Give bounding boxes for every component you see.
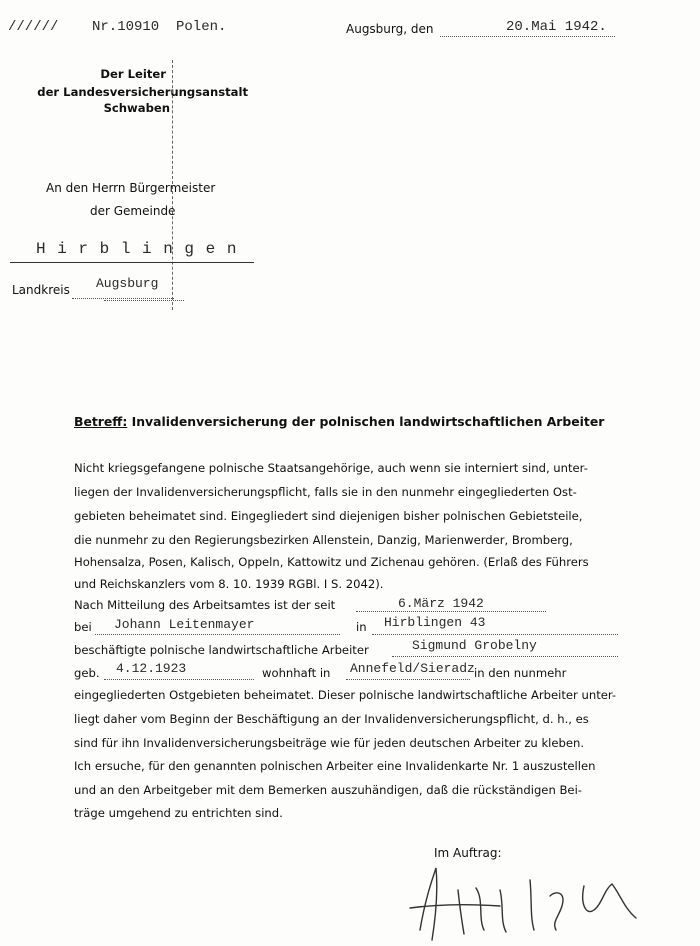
employer-place: Hirblingen 43 [384,615,486,630]
form-line-4-mid: wohnhaft in [262,666,331,680]
closing-label: Im Auftrag: [434,846,502,860]
recipient-line-2: der Gemeinde [90,204,176,218]
para2-line-5: und an den Arbeitgeber mit dem Bemerken auszuhändigen, daß die rückständigen Bei- [74,783,582,797]
subject-label: Betreff: [74,414,128,429]
para2-line-1: eingegliederten Ostgebieten beheimatet. Dieser polnische landwirtschaftliche Arbeiter unter- [74,688,617,702]
para2-line-6: träge umgehend zu entrichten sind. [74,806,283,820]
since-date-line [356,611,546,612]
sender-line-2: der Landesversicherungsanstalt [37,85,248,99]
employer-name: Johann Leitenmayer [114,617,255,632]
district-line [72,298,174,299]
municipality-name: H i r b l i n g e n [36,240,238,258]
handwritten-signature [380,860,670,946]
para1-line-4: die nunmehr zu den Regierungsbezirken Allenstein, Danzig, Marienwerder, Bromberg, [74,533,573,547]
sender-line-3: Schwaben [103,101,170,115]
district-label: Landkreis [12,283,70,297]
form-line-1-text: Nach Mitteilung des Arbeitsamtes ist der seit [74,598,336,612]
reference-number: Nr.10910 [92,19,160,35]
para1-line-6: und Reichskanzlers vom 8. 10. 1939 RGBl. I S. 2042). [74,577,384,591]
since-date: 6.März 1942 [398,596,484,611]
letter-date: 20.Mai 1942. [506,19,607,35]
employer-place-line [372,634,618,635]
worker-name-line [392,656,618,657]
form-line-2-prefix: bei [74,620,92,634]
para1-line-5: Hohensalza, Posen, Kalisch, Oppeln, Kattowitz und Zichenau gehören. (Erlaß des Führers [74,555,589,569]
worker-name: Sigmund Grobelny [412,638,537,653]
form-line-4-prefix: geb. [74,666,100,680]
subject-text: Invalidenversicherung der polnischen landwirtschaftlichen Arbeiter [131,414,605,429]
reference-suffix: Polen. [176,19,227,35]
form-line-4-suffix: in den nunmehr [474,666,567,680]
birth-date: 4.12.1923 [116,661,187,676]
district-value: Augsburg [96,276,159,291]
sender-line-1: Der Leiter [100,67,166,81]
residence-line [346,679,470,680]
reference-mark: ////// [8,19,59,35]
para2-line-2: liegt daher vom Beginn der Beschäftigung an der Invalidenversicherungspflicht, d. h., es [74,712,589,726]
residence: Annefeld/Sieradz [350,661,475,676]
recipient-line-1: An den Herrn Bürgermeister [46,181,216,195]
employer-line [95,634,340,635]
municipality-underline [10,262,254,263]
place-label: Augsburg, den [346,22,434,36]
fold-mark-horizontal [104,300,184,301]
para2-line-4: Ich ersuche, für den genannten polnischen Arbeiter eine Invalidenkarte Nr. 1 auszustellen [74,759,596,773]
form-line-3-text: beschäftigte polnische landwirtschaftliche Arbeiter [74,643,369,657]
date-line [440,36,615,37]
para1-line-3: gebieten beheimatet sind. Eingegliedert sind diejenigen bisher polnischen Gebietsteile, [74,509,583,523]
birth-date-line [104,679,254,680]
form-line-2-in: in [356,620,367,634]
subject-line [74,414,604,429]
para1-line-1: Nicht kriegsgefangene polnische Staatsangehörige, auch wenn sie interniert sind, unter- [74,461,588,475]
para2-line-3: sind für ihn Invalidenversicherungsbeiträge wie für jeden deutschen Arbeiter zu kleben. [74,736,585,750]
para1-line-2: liegen der Invalidenversicherungspflicht, falls sie in den nunmehr eingegliederten Ost- [74,485,577,499]
